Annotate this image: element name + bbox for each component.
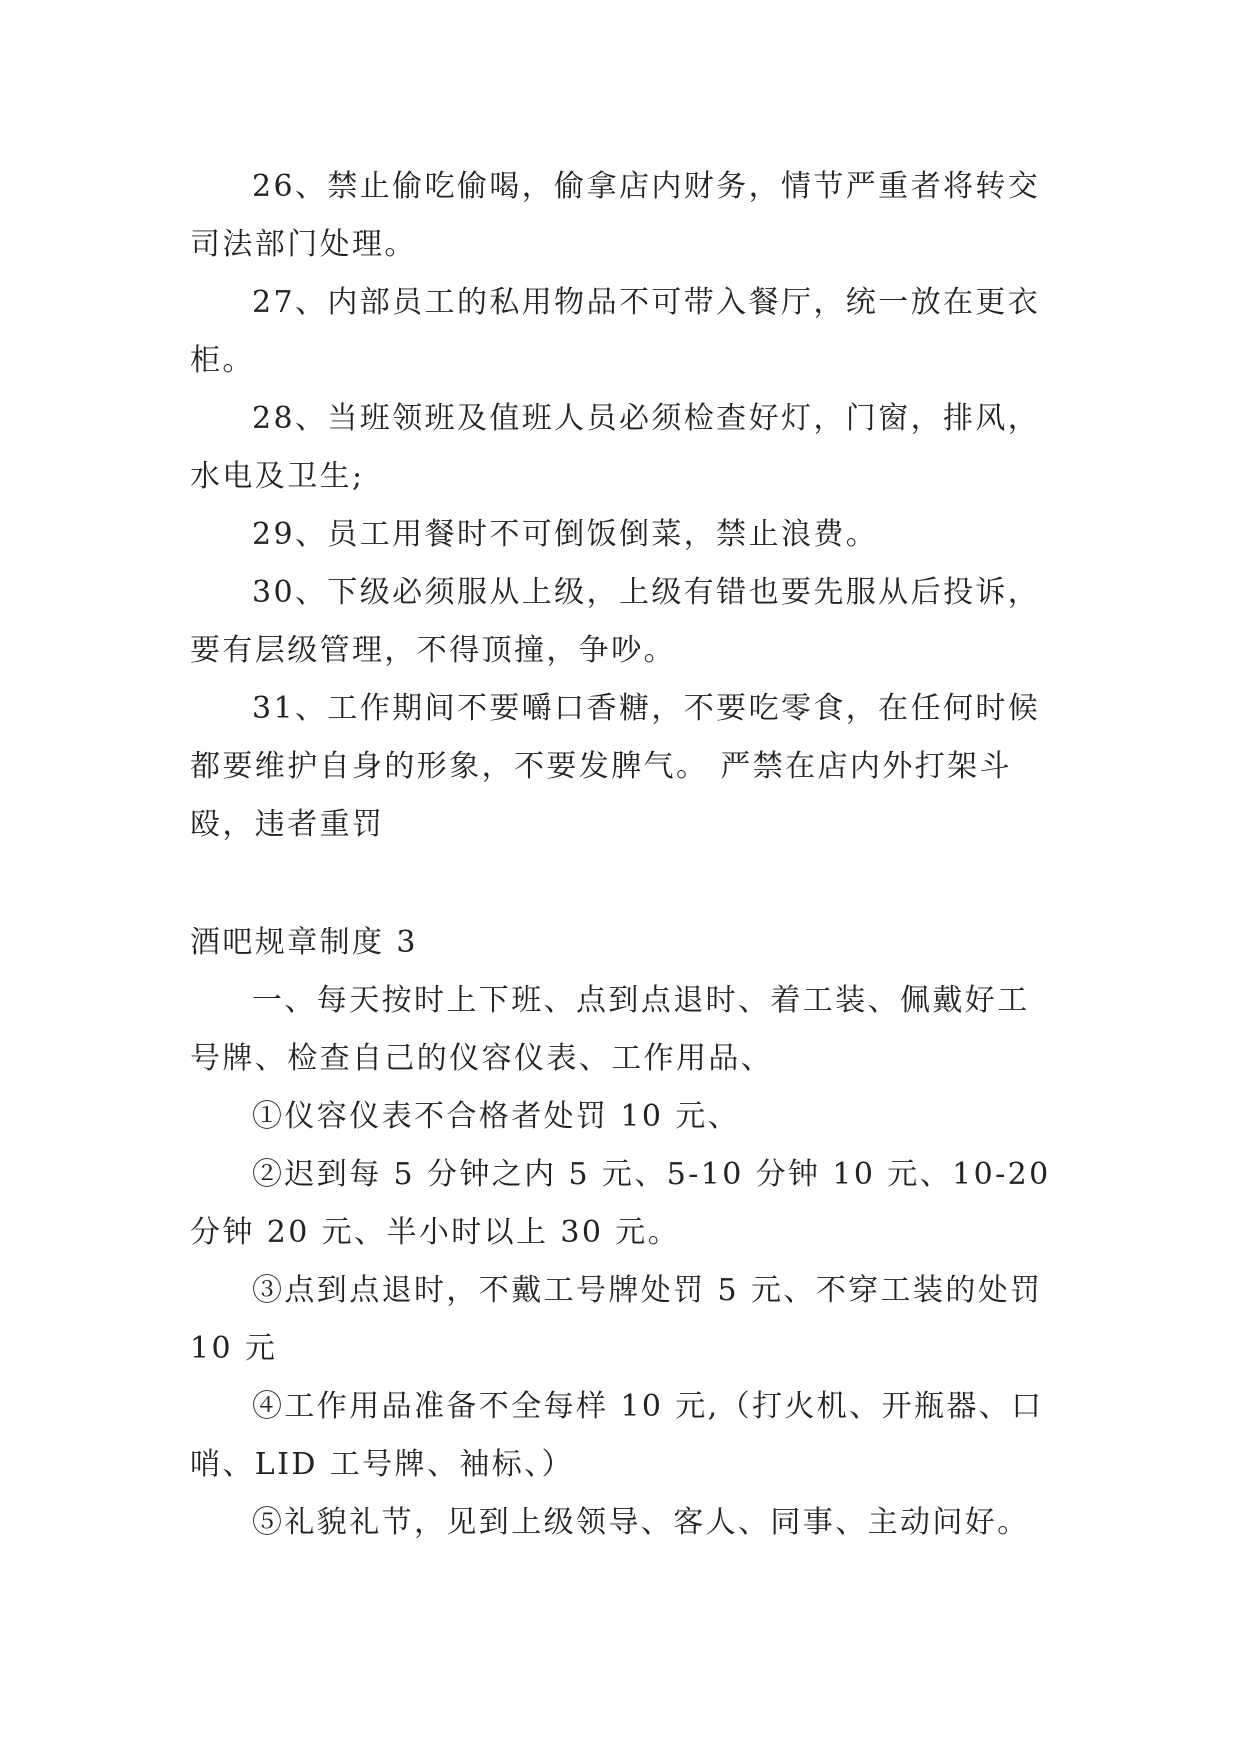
document-body: [190, 158, 1052, 1552]
rule-29: 29、员工用餐时不可倒饭倒菜，禁止浪费。: [252, 517, 879, 552]
rule-1: 一、每天按时上下班、点到点退时、着工装、佩戴好工号牌、检查自己的仪容仪表、工作用品、: [190, 983, 1030, 1076]
rule-31: 31、工作期间不要嚼口香糖，不要吃零食，在任何时候都要维护自身的形象，不要发脾气。 严禁在店内外打架斗殴，违者重罚: [190, 691, 1041, 842]
rule-1-sub-2: ②迟到每 5 分钟之内 5 元、5-10 分钟 10 元、10-20 分钟 20 元、半小时以上 30 元。: [190, 1157, 1051, 1250]
rule-26: 26、禁止偷吃偷喝，偷拿店内财务，情节严重者将转交司法部门处理。: [190, 169, 1041, 262]
rule-27: 27、内部员工的私用物品不可带入餐厅，统一放在更衣柜。: [190, 285, 1041, 378]
rule-30: 30、下级必须服从上级，上级有错也要先服从后投诉，要有层级管理，不得顶撞，争吵。: [190, 575, 1041, 668]
section-title-text: 酒吧规章制度 3: [190, 925, 418, 960]
section-title: [190, 914, 1052, 972]
rule-1-sub-5: ⑤礼貌礼节，见到上级领导、客人、同事、主动问好。: [252, 1505, 1030, 1540]
rule-1-sub-4: ④工作用品准备不全每样 10 元,（打火机、开瓶器、口哨、LID 工号牌、袖标、）: [190, 1389, 1044, 1482]
rule-1-sub-3: ③点到点退时，不戴工号牌处罚 5 元、不穿工装的处罚 10 元: [190, 1273, 1043, 1366]
rule-1-sub-1: ①仪容仪表不合格者处罚 10 元、: [252, 1099, 741, 1134]
rule-28: 28、当班领班及值班人员必须检查好灯，门窗，排风，水电及卫生;: [190, 401, 1041, 494]
